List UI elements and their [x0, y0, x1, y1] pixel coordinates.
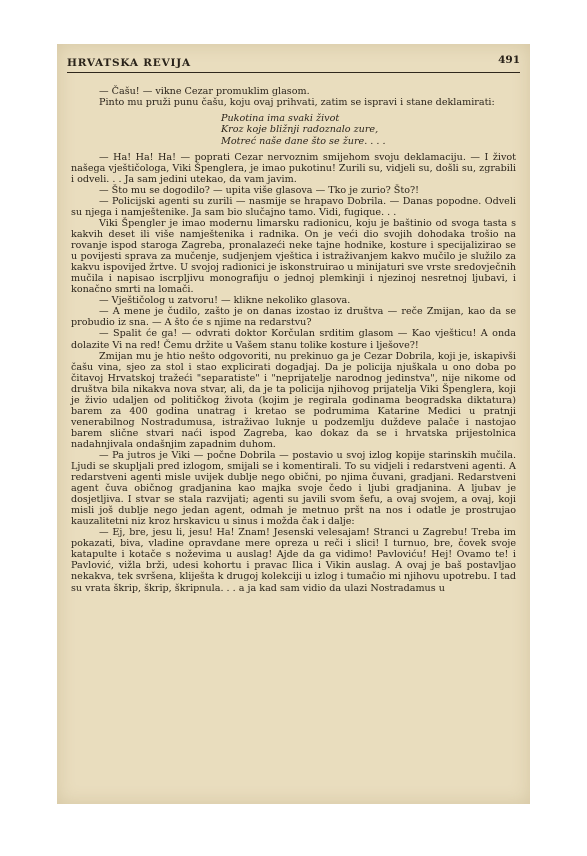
- page-number: 491: [498, 54, 520, 66]
- page-header: [67, 52, 520, 72]
- journal-title: HRVATSKA REVIJA: [67, 57, 191, 69]
- paragraph: Viki Špengler je imao modernu limarsku radionicu, koju je baštinio od svoga tasta s kakvih deset ili više namještenika i radnika. On je veći dio svojih dohodaka trošio na rovanje ispod staroga Zagreba, pronalazeći neke tajne hodnike, kosture i specijalizirao se u povijesti sprava za mučenje, sudjenjem vještica i istraživanjem kakvo mučilo je služilo za kakvu ispovijed žrtve. U svojoj radionici je iskonstruirao u minijaturi sve vrste sredovječnih mučila i napisao iscrpljivu monografiju o jednoj plemkinji i njezinoj nesretnoj ljubavi, i konačno smrti na lomači.: [71, 217, 516, 296]
- paragraph: — Spalit će ga! — odvrati doktor Korčulan srditim glasom — Kao vješticu! A onda dolazite Vi na red! Čemu držite u Vašem stanu tolike kosture i lješove?!: [71, 328, 516, 351]
- paragraph: Zmijan mu je htio nešto odgovoriti, nu prekinuo ga je Cezar Dobrila, koji je, iskapivši čašu vina, sjeo za stol i stao explicirati dogadjaj. Da je policija njuškala u ono doba po čitavoj Hrvatskoj tražeći "separatiste" i "neprijatelje narodnog jedinstva", nije nikome od društva bila nikakva nova stvar, ali, da je ta policija njihovog prijatelja Viki Špenglera, koji je živio udaljen od političkog života (kojim je regirala godinama beogradska diktatura) barem za 400 godina unatrag i kretao se podrumima Katarine Medici u pratnji venerabilnog Nostradumusa, istraživao luknje u podzemlju duždeve palače i nastojao barem slične stvari naći ispod Zagreba, kao dokaz da se i hrvatska prijestolnica nadahnjivala ondašnjim zapadnim duhom.: [71, 350, 516, 450]
- paragraph: — Policijski agenti su zurili — nasmije se hrapavo Dobrila. — Danas popodne. Odveli su njega i namještenike. Ja sam bio slučajno tamo. Vidi, fugique. . .: [71, 195, 516, 218]
- paragraph: — Ej, bre, jesu li, jesu! Ha! Znam! Jesenski velesajam! Stranci u Zagrebu! Treba im pokazati, biva, vladine opravdane mere opreza u reči i slici! I turnuo, bre, čovek svoje katapulte i kotače s noževima u auslag! Ajde da ga vidimo! Pavloviću! Hej! Ovamo te! i Pavlović, vižla brži, udesi kohortu i pravac Ilica i Vikin auslag. A ovaj je baš postavljao nekakva, tek svršena, kliješta k drugoj kolekciji u izlog i tumačio mi njihovu upotrebu. I tad su vrata škrip, škrip, škripnula. . . a ja kad sam vidio da ulazi Nostradamus u: [71, 527, 516, 594]
- page-body: [71, 86, 516, 594]
- poem-line: Motreć naše dane što se žure. . . .: [221, 135, 386, 147]
- paragraph: — Što mu se dogodilo? — upita više glasova — Tko je zurio? Što?!: [99, 184, 420, 196]
- poem: [221, 113, 516, 147]
- poem-line: Pukotina ima svaki život: [221, 113, 340, 125]
- paragraph: — Čašu! — vikne Cezar promuklim glasom.: [99, 86, 310, 97]
- paragraph: Pinto mu pruži punu čašu, koju ovaj prihvati, zatim se ispravi i stane deklamirati:: [99, 97, 495, 109]
- book-page: [57, 44, 530, 804]
- paragraph: — A mene je čudilo, zašto je on danas izostao iz društva — reče Zmijan, kao da se probudio iz sna. — A što će s njime na redarstvu?: [71, 306, 516, 329]
- header-rule: [67, 72, 520, 73]
- paragraph: — Ha! Ha! Ha! — poprati Cezar nervoznim smijehom svoju deklamaciju. — I život našega vještičologa, Viki Špenglera, je imao pukotinu! Zurili su, vidjeli su, došli su, zgrabili i odveli. . . Ja sam jedini utekao, da vam javim.: [71, 151, 516, 185]
- paragraph: — Vještičolog u zatvoru! — klikne nekoliko glasova.: [99, 295, 351, 307]
- poem-line: Kroz koje bližnji radoznalo zure,: [221, 124, 379, 136]
- paragraph: — Pa jutros je Viki — počne Dobrila — postavio u svoj izlog kopije starinskih mučila. Ljudi se skupljali pred izlogom, smijali se i komentirali. To su vidjeli i redarstveni agenti. A redarstveni agenti misle uvijek dublje nego obični, po njima čuvani, gradjani. Redarstveni agent čuva običnog gradjanina kao majka svoje čedo i ljubi gradjanina. A ljubav je dosjetljiva. I stvar se stala razvijati; agenti su javili svom šefu, a ovaj svojem, a ovaj, koji misli još dublje nego jedan agent, odmah je metnuo pršt na nos i odatle je prostrujao kauzalitetni niz kroz hrskavicu u sinus i možda čak i dalje:: [71, 449, 516, 528]
